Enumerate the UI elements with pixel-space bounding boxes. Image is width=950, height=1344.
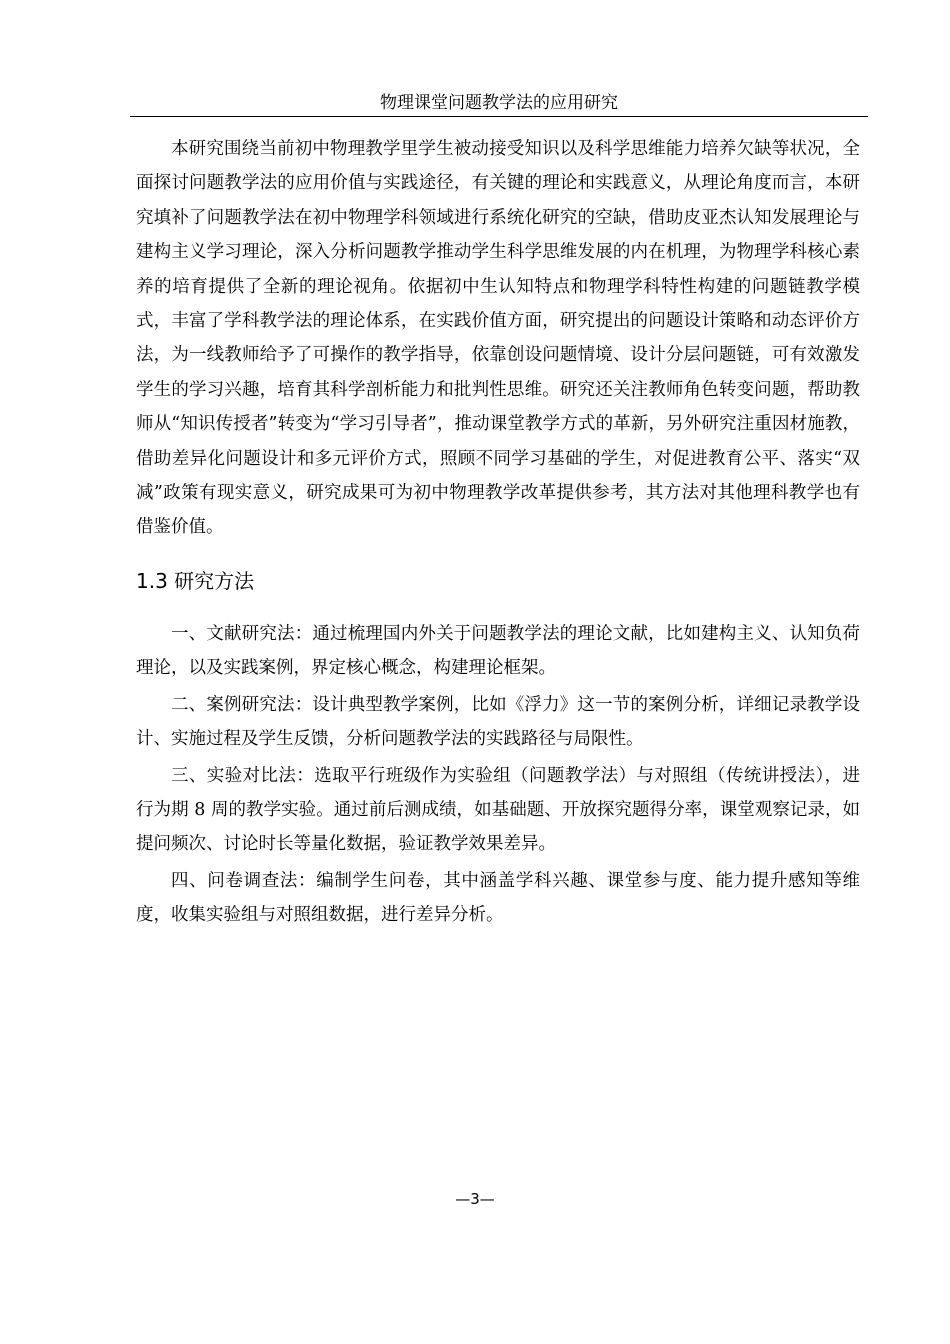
intro-paragraph: 本研究围绕当前初中物理教学里学生被动接受知识以及科学思维能力培养欠缺等状况，全面探讨问题教学法的应用价值与实践途径，有关键的理论和实践意义，从理论角度而言，本研究填补了问题教学法在初中物理学科领域进行系统化研究的空缺，借助皮亚杰认知发展理论与建构主义学习理论，深入分析问题教学推动学生科学思维发展的内在机理，为物理学科核心素养的培育提供了全新的理论视角。依据初中生认知特点和物理学科特性构建的问题链教学模式，丰富了学科教学法的理论体系，在实践价值方面，研究提出的问题设计策略和动态评价方法，为一线教师给予了可操作的教学指导，依靠创设问题情境、设计分层问题链，可有效激发学生的学习兴趣，培育其科学剖析能力和批判性思维。研究还关注教师角色转变问题，帮助教师从“知识传授者”转变为“学习引导者”，推动课堂教学方式的革新，另外研究注重因材施教，借助差异化问题设计和多元评价方式，照顾不同学习基础的学生，对促进教育公平、落实“双减”政策有现实意义，研究成果可为初中物理教学改革提供参考，其方法对其他理科教学也有借鉴价值。	[136, 139, 860, 538]
method-questionnaire-survey: 四、问卷调查法：编制学生问卷，其中涵盖学科兴趣、课堂参与度、能力提升感知等维度，收集实验组与对照组数据，进行差异分析。	[136, 870, 860, 926]
method-case-study: 二、案例研究法：设计典型教学案例，比如《浮力》这一节的案例分析，详细记录教学设计、实施过程及学生反馈，分析问题教学法的实践路径与局限性。	[136, 694, 860, 750]
method-literature-research: 一、文献研究法：通过梳理国内外关于问题教学法的理论文献，比如建构主义、认知负荷理论，以及实践案例，界定核心概念，构建理论框架。	[136, 623, 860, 679]
page-content	[136, 132, 860, 935]
running-header: 物理课堂问题教学法的应用研究	[130, 90, 868, 117]
section-heading: 1.3 研究方法	[136, 568, 255, 593]
method-experimental-comparison: 三、实验对比法：选取平行班级作为实验组（问题教学法）与对照组（传统讲授法），进行为期 8 周的教学实验。通过前后测成绩，如基础题、开放探究题得分率，课堂观察记录，如提问频次、讨论时长等量化数据，验证教学效果差异。	[136, 765, 860, 855]
page-number: —3—	[455, 1190, 495, 1208]
